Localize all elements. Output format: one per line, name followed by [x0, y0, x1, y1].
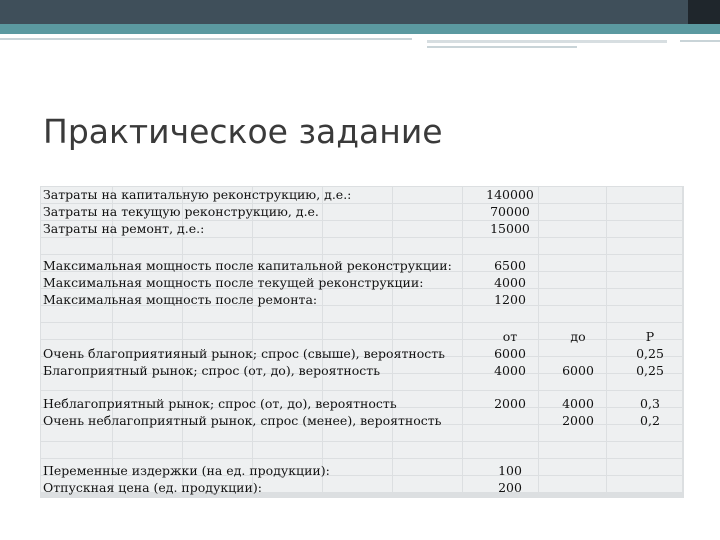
decor-line — [0, 38, 412, 40]
grid-cell — [393, 374, 462, 390]
table-row-label: Благоприятный рынок; спрос (от, до), вероятность — [43, 363, 380, 378]
grid-cell — [463, 306, 538, 322]
grid-cell — [41, 238, 112, 254]
grid-cell — [393, 204, 462, 220]
decor-line — [680, 40, 720, 42]
grid-cell — [539, 187, 606, 203]
top-banner — [0, 0, 720, 24]
grid-cell — [253, 442, 322, 458]
grid-cell — [323, 476, 392, 492]
grid-cell — [183, 306, 252, 322]
grid-cell — [41, 306, 112, 322]
table-cell-value: 4000 — [494, 363, 526, 378]
table-row-label: Максимальная мощность после текущей реконструкции: — [43, 275, 424, 290]
grid-cell — [253, 221, 322, 237]
grid-cell — [607, 272, 682, 288]
grid-cell — [393, 323, 462, 339]
data-table — [40, 186, 684, 498]
grid-cell — [539, 442, 606, 458]
table-cell-value: 0,25 — [636, 363, 664, 378]
grid-cell — [393, 289, 462, 305]
grid-cell — [393, 221, 462, 237]
grid-cell — [463, 442, 538, 458]
grid-cell — [539, 221, 606, 237]
grid-cell — [113, 323, 182, 339]
grid-cell — [607, 289, 682, 305]
grid-cell — [539, 476, 606, 492]
grid-cell — [463, 238, 538, 254]
table-row-label: Переменные издержки (на ед. продукции): — [43, 463, 330, 478]
table-row-label: Максимальная мощность после капитальной реконструкции: — [43, 258, 452, 273]
teal-stripe — [0, 24, 720, 34]
decor-line — [427, 46, 577, 48]
table-cell-value: 100 — [498, 463, 522, 478]
grid-cell — [539, 272, 606, 288]
table-cell-value: 70000 — [490, 204, 530, 219]
table-cell-value: 2000 — [562, 413, 594, 428]
grid-cell — [607, 187, 682, 203]
top-banner-accent — [688, 0, 720, 24]
grid-cell — [607, 255, 682, 271]
table-cell-value: 140000 — [486, 187, 534, 202]
grid-cell — [113, 442, 182, 458]
grid-cell — [393, 459, 462, 475]
table-row-label: Отпускная цена (ед. продукции): — [43, 480, 262, 495]
grid-cell — [607, 238, 682, 254]
table-row-label: Очень неблагоприятный рынок, спрос (менее), вероятность — [43, 413, 442, 428]
grid-cell — [607, 204, 682, 220]
table-cell-value: 6500 — [494, 258, 526, 273]
grid-cell — [253, 323, 322, 339]
table-cell-value: 0,3 — [640, 396, 660, 411]
grid-cell — [393, 306, 462, 322]
table-cell-value: 0,25 — [636, 346, 664, 361]
grid-cell — [539, 289, 606, 305]
grid-cell — [607, 442, 682, 458]
grid-cell — [393, 476, 462, 492]
grid-cell — [607, 476, 682, 492]
grid-cell — [323, 323, 392, 339]
table-row-label: Затраты на капитальную реконструкцию, д.е.: — [43, 187, 352, 202]
grid-cell — [323, 306, 392, 322]
grid-cell — [183, 323, 252, 339]
column-header-probability: Р — [645, 329, 655, 344]
grid-cell — [253, 306, 322, 322]
grid-cell — [323, 221, 392, 237]
grid-cell — [539, 204, 606, 220]
grid-cell — [607, 221, 682, 237]
column-header-to: до — [570, 329, 586, 344]
grid-cell — [323, 459, 392, 475]
table-row-label: Максимальная мощность после ремонта: — [43, 292, 318, 307]
grid-cell — [607, 459, 682, 475]
grid-cell — [323, 204, 392, 220]
grid-cell — [539, 459, 606, 475]
column-header-from: от — [502, 329, 518, 344]
grid-cell — [393, 442, 462, 458]
table-row-label: Затраты на ремонт, д.е.: — [43, 221, 205, 236]
grid-cell — [41, 442, 112, 458]
grid-cell — [539, 255, 606, 271]
table-cell-value: 6000 — [562, 363, 594, 378]
table-row-label: Очень благоприятияный рынок; спрос (свыше), вероятность — [43, 346, 445, 361]
grid-cell — [539, 238, 606, 254]
table-cell-value: 15000 — [490, 221, 530, 236]
grid-cell — [323, 442, 392, 458]
table-cell-value: 0,2 — [640, 413, 660, 428]
grid-cell — [463, 425, 538, 441]
grid-cell — [393, 187, 462, 203]
table-cell-value: 2000 — [494, 396, 526, 411]
grid-cell — [393, 391, 462, 407]
grid-cell — [113, 306, 182, 322]
slide-title: Практическое задание — [43, 112, 443, 151]
grid-cell — [253, 476, 322, 492]
grid-cell — [393, 238, 462, 254]
grid-cell — [253, 238, 322, 254]
table-cell-value: 4000 — [562, 396, 594, 411]
table-row-label: Неблагоприятный рынок; спрос (от, до), вероятность — [43, 396, 397, 411]
grid-cell — [183, 442, 252, 458]
table-cell-value: 6000 — [494, 346, 526, 361]
table-cell-value: 200 — [498, 480, 522, 495]
table-cell-value: 4000 — [494, 275, 526, 290]
table-cell-value: 1200 — [494, 292, 526, 307]
grid-cell — [539, 306, 606, 322]
grid-cell — [113, 238, 182, 254]
grid-cell — [183, 238, 252, 254]
grid-cell — [607, 306, 682, 322]
grid-cell — [323, 238, 392, 254]
table-row-label: Затраты на текущую реконструкцию, д.е. — [43, 204, 319, 219]
grid-cell — [323, 289, 392, 305]
decor-line — [427, 40, 667, 43]
grid-cell — [41, 323, 112, 339]
